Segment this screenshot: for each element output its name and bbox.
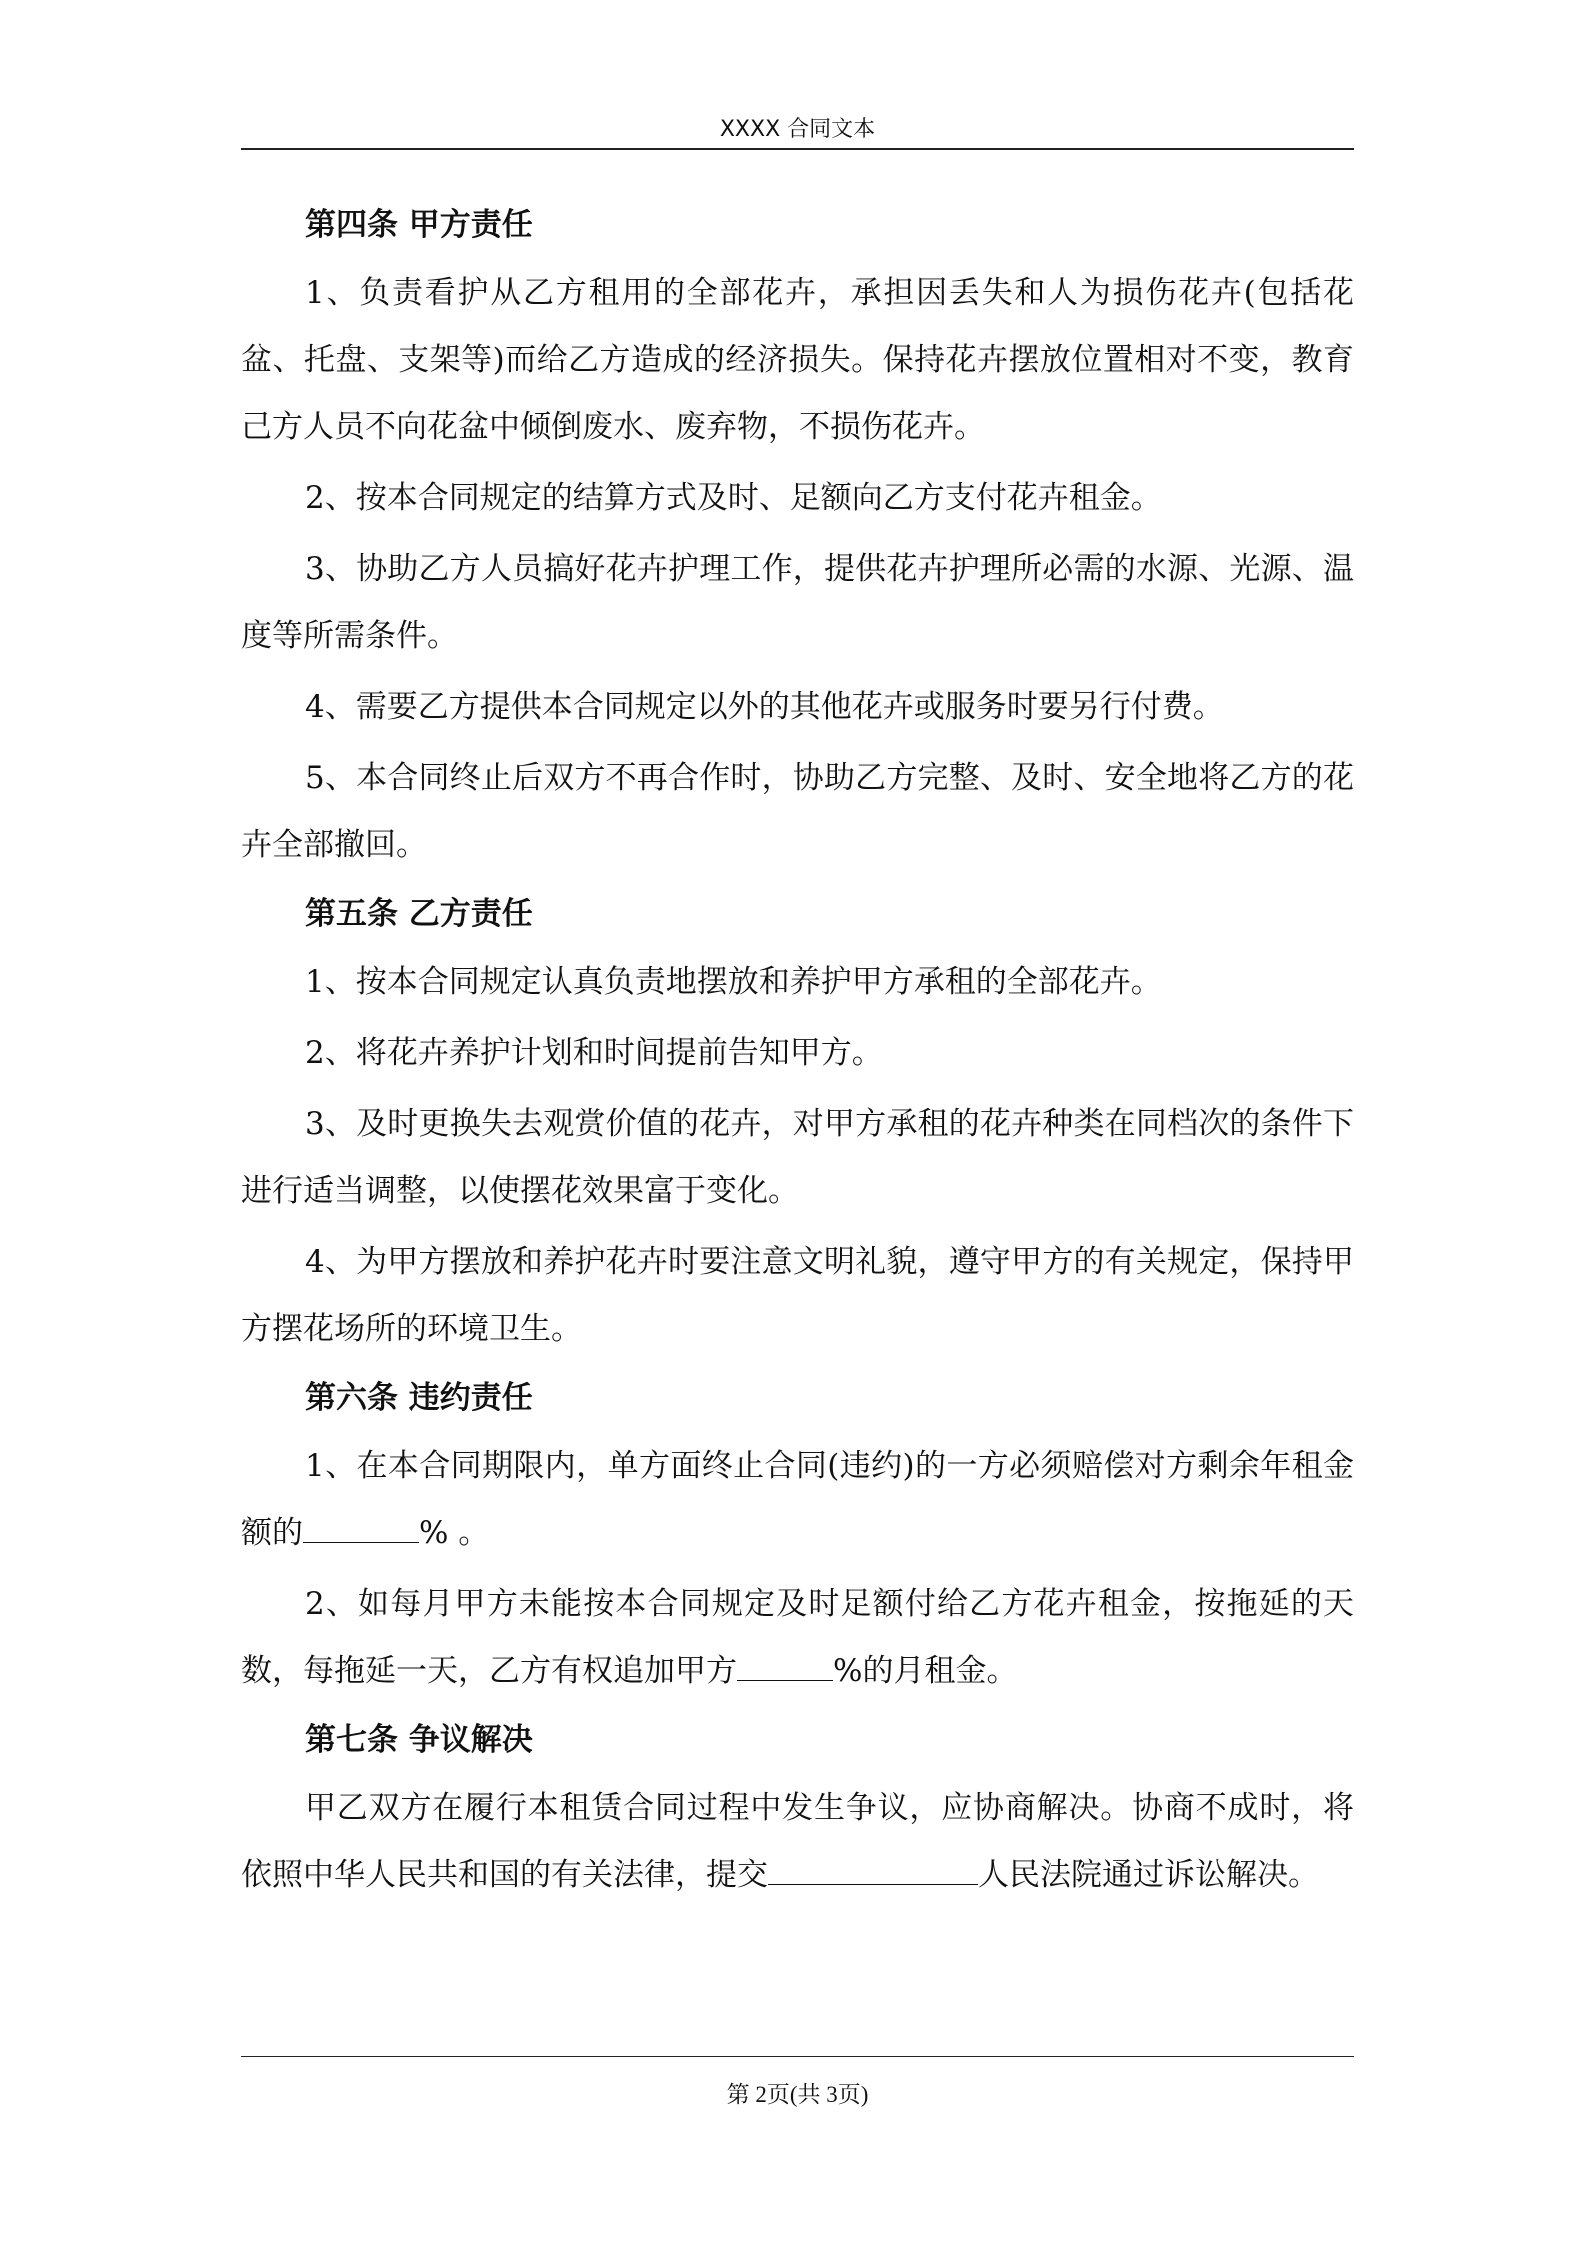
paragraph: 3、及时更换失去观赏价值的花卉，对甲方承租的花卉种类在同档次的条件下进行适当调整，以使摆花效果富于变化。	[241, 1106, 1354, 1209]
section-heading: 第六条 违约责任	[305, 1380, 533, 1416]
page-number: 第 2页(共 3页)	[726, 2082, 869, 2107]
paragraph: 2、将花卉养护计划和时间提前告知甲方。	[305, 1035, 883, 1071]
paragraph: 2、按本合同规定的结算方式及时、足额向乙方支付花卉租金。	[305, 480, 1162, 516]
fill-in-blank[interactable]	[768, 1856, 978, 1885]
paragraph-with-blank	[241, 1433, 1354, 1567]
paragraph-text: 人民法院通过诉讼解决。	[978, 1857, 1319, 1893]
page-header	[241, 112, 1354, 150]
fill-in-blank[interactable]	[303, 1514, 419, 1543]
paragraph: 3、协助乙方人员搞好花卉护理工作，提供花卉护理所必需的水源、光源、温度等所需条件。	[241, 551, 1354, 654]
paragraph: 5、本合同终止后双方不再合作时，协助乙方完整、及时、安全地将乙方的花卉全部撤回。	[241, 760, 1354, 863]
section-heading: 第七条 争议解决	[305, 1722, 533, 1758]
footer-divider	[241, 2056, 1354, 2057]
paragraph: 1、按本合同规定认真负责地摆放和养护甲方承租的全部花卉。	[305, 964, 1162, 1000]
paragraph-text: 1、在本合同期限内，单方面终止合同(违约)的一方必须赔偿对方剩余年租金额的	[241, 1448, 1354, 1551]
paragraph: 4、需要乙方提供本合同规定以外的其他花卉或服务时要另行付费。	[305, 689, 1224, 725]
fill-in-blank[interactable]	[737, 1652, 833, 1681]
paragraph-text: 甲乙双方在履行本租赁合同过程中发生争议，应协商解决。协商不成时，将依照中华人民共和国的有关法律，提交	[241, 1790, 1354, 1893]
paragraph: 4、为甲方摆放和养护花卉时要注意文明礼貌，遵守甲方的有关规定，保持甲方摆花场所的环境卫生。	[241, 1244, 1354, 1347]
paragraph: 1、负责看护从乙方租用的全部花卉，承担因丢失和人为损伤花卉(包括花盆、托盘、支架等)而给乙方造成的经济损失。保持花卉摆放位置相对不变，教育己方人员不向花盆中倾倒废水、废弃物，不损伤花卉。	[241, 275, 1354, 445]
section-heading: 第四条 甲方责任	[305, 207, 533, 243]
paragraph-with-blank	[241, 1775, 1354, 1909]
section-heading: 第五条 乙方责任	[305, 896, 533, 932]
header-title: XXXX 合同文本	[719, 117, 876, 142]
document-body	[241, 190, 1354, 1909]
paragraph-text: % 。	[419, 1515, 490, 1551]
paragraph-text: %的月租金。	[833, 1653, 1018, 1689]
paragraph-with-blank	[241, 1571, 1354, 1705]
paragraph-text: 2、如每月甲方未能按本合同规定及时足额付给乙方花卉租金，按拖延的天数，每拖延一天，乙方有权追加甲方	[241, 1586, 1354, 1689]
